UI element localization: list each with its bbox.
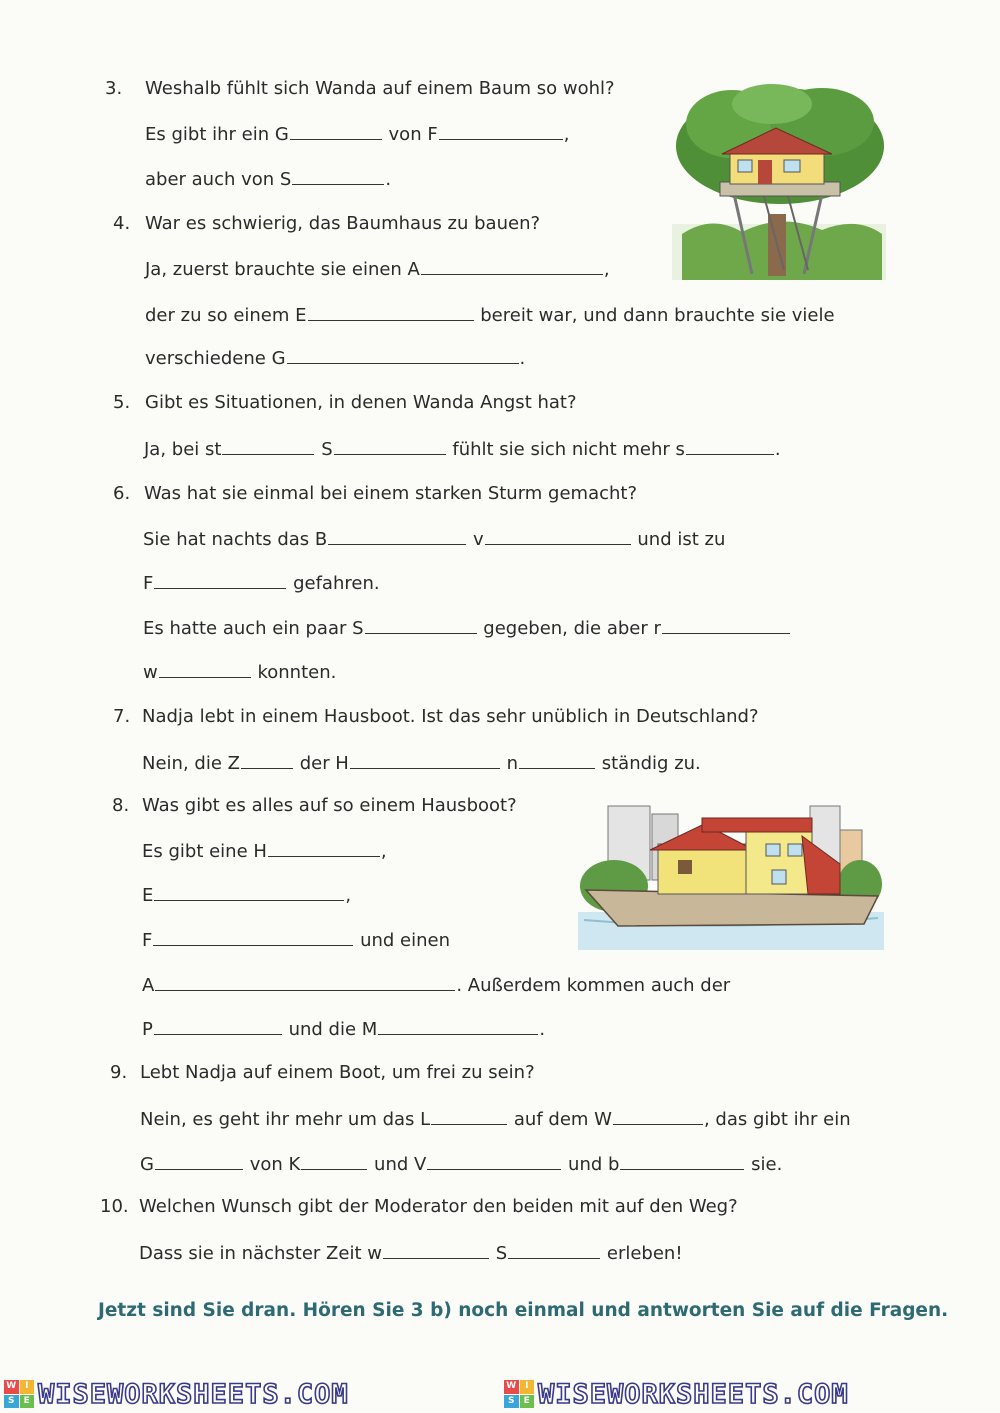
- blank-field[interactable]: [485, 526, 631, 545]
- answer-line: [142, 750, 701, 776]
- blank-field[interactable]: [519, 750, 595, 769]
- blank-field[interactable]: [241, 750, 293, 769]
- answer-text: ,: [563, 124, 570, 145]
- blank-field[interactable]: [155, 1151, 243, 1170]
- answer-text: Es gibt ihr ein G: [145, 124, 289, 145]
- blank-field[interactable]: [292, 166, 384, 185]
- answer-line: [139, 1240, 683, 1266]
- question-number: 8.: [112, 795, 130, 816]
- answer-line: [145, 345, 525, 371]
- blank-field[interactable]: [439, 121, 563, 140]
- answer-line: [142, 972, 730, 998]
- blank-field[interactable]: [308, 302, 474, 321]
- answer-line: [144, 436, 781, 462]
- logo-letter: E: [20, 1395, 35, 1409]
- answer-text: der H: [299, 753, 349, 774]
- answer-text: .: [385, 169, 392, 190]
- question-text: Welchen Wunsch gibt der Moderator den beiden mit auf den Weg?: [139, 1196, 738, 1217]
- answer-text: , das gibt ihr ein: [703, 1109, 851, 1130]
- treehouse-illustration: [672, 84, 886, 280]
- blank-field[interactable]: [153, 927, 353, 946]
- answer-text: Es hatte auch ein paar S: [143, 618, 364, 639]
- question-number: 5.: [113, 392, 131, 413]
- answer-text: bereit war, und dann brauchte sie viele: [480, 305, 835, 326]
- answer-line: [142, 882, 351, 908]
- brand-logo-icon: [4, 1380, 34, 1408]
- answer-text: w: [143, 662, 158, 683]
- answer-line: [142, 1016, 545, 1042]
- blank-field[interactable]: [350, 750, 500, 769]
- logo-letter: W: [4, 1380, 19, 1394]
- answer-text: F: [143, 573, 154, 594]
- brand-watermark: [4, 1378, 349, 1410]
- question-text: Was hat sie einmal bei einem starken Sturm gemacht?: [144, 483, 638, 504]
- answer-line: [142, 927, 450, 953]
- blank-field[interactable]: [383, 1240, 489, 1259]
- instruction-text: Jetzt sind Sie dran. Hören Sie 3 b) noch einmal und antworten Sie auf die Fragen.: [98, 1300, 949, 1321]
- answer-text: auf dem W: [513, 1109, 612, 1130]
- question-text: Was gibt es alles auf so einem Hausboot?: [142, 795, 517, 816]
- logo-letter: W: [504, 1380, 519, 1394]
- brand-watermark: [504, 1378, 849, 1410]
- blank-field[interactable]: [427, 1151, 561, 1170]
- answer-text: und die M: [288, 1019, 378, 1040]
- answer-text: der zu so einem E: [145, 305, 307, 326]
- answer-text: konnten.: [257, 662, 337, 683]
- brand-text: WISEWORKSHEETS.COM: [38, 1378, 349, 1410]
- question-number: 7.: [113, 706, 131, 727]
- answer-text: gefahren.: [293, 573, 380, 594]
- blank-field[interactable]: [268, 838, 380, 857]
- answer-text: Nein, es geht ihr mehr um das L: [140, 1109, 431, 1130]
- blank-field[interactable]: [662, 615, 790, 634]
- answer-line: [143, 615, 791, 641]
- blank-field[interactable]: [365, 615, 477, 634]
- answer-text: fühlt sie sich nicht mehr s: [452, 439, 685, 460]
- question-text: Gibt es Situationen, in denen Wanda Angst hat?: [145, 392, 577, 413]
- answer-text: und V: [374, 1154, 427, 1175]
- answer-text: Ja, zuerst brauchte sie einen A: [145, 259, 420, 280]
- answer-line: [145, 256, 610, 282]
- blank-field[interactable]: [421, 256, 603, 275]
- answer-text: von F: [388, 124, 438, 145]
- blank-field[interactable]: [154, 570, 286, 589]
- question-number: 9.: [110, 1062, 128, 1083]
- logo-letter: S: [504, 1395, 519, 1409]
- answer-text: und ist zu: [637, 529, 726, 550]
- answer-text: Dass sie in nächster Zeit w: [139, 1243, 382, 1264]
- answer-text: ,: [345, 885, 352, 906]
- brand-logo-icon: [504, 1380, 534, 1408]
- answer-text: Sie hat nachts das B: [143, 529, 328, 550]
- answer-text: Ja, bei st: [144, 439, 222, 460]
- question-text: Nadja lebt in einem Hausboot. Ist das sehr unüblich in Deutschland?: [142, 706, 759, 727]
- answer-text: . Außerdem kommen auch der: [456, 975, 731, 996]
- answer-line: [143, 526, 725, 552]
- answer-text: A: [142, 975, 155, 996]
- blank-field[interactable]: [290, 121, 382, 140]
- logo-letter: I: [520, 1380, 535, 1394]
- blank-field[interactable]: [328, 526, 466, 545]
- answer-text: S: [321, 439, 333, 460]
- answer-text: .: [774, 439, 781, 460]
- blank-field[interactable]: [508, 1240, 600, 1259]
- blank-field[interactable]: [613, 1106, 703, 1125]
- blank-field[interactable]: [222, 436, 314, 455]
- question-text: War es schwierig, das Baumhaus zu bauen?: [145, 213, 541, 234]
- houseboat-illustration: [578, 800, 884, 950]
- answer-text: verschiedene G: [145, 348, 286, 369]
- question-text: Lebt Nadja auf einem Boot, um frei zu sein?: [140, 1062, 535, 1083]
- answer-line: [145, 302, 835, 328]
- answer-text: von K: [249, 1154, 301, 1175]
- blank-field[interactable]: [686, 436, 774, 455]
- blank-field[interactable]: [155, 972, 455, 991]
- brand-text: WISEWORKSHEETS.COM: [538, 1378, 849, 1410]
- answer-line: [145, 166, 391, 192]
- answer-text: Nein, die Z: [142, 753, 240, 774]
- answer-line: [142, 838, 387, 864]
- blank-field[interactable]: [287, 345, 519, 364]
- blank-field[interactable]: [378, 1016, 538, 1035]
- answer-line: [140, 1106, 851, 1132]
- answer-text: v: [472, 529, 484, 550]
- blank-field[interactable]: [159, 659, 251, 678]
- question-number: 10.: [100, 1196, 129, 1217]
- blank-field[interactable]: [620, 1151, 744, 1170]
- answer-text: G: [140, 1154, 154, 1175]
- answer-text: n: [506, 753, 519, 774]
- blank-field[interactable]: [334, 436, 446, 455]
- answer-text: ,: [380, 841, 387, 862]
- answer-text: sie.: [751, 1154, 783, 1175]
- blank-field[interactable]: [154, 1016, 282, 1035]
- answer-text: aber auch von S: [145, 169, 292, 190]
- logo-letter: E: [520, 1395, 535, 1409]
- answer-line: [145, 121, 569, 147]
- answer-text: ständig zu.: [601, 753, 701, 774]
- answer-line: [143, 570, 380, 596]
- question-number: 3.: [105, 78, 123, 99]
- answer-text: Es gibt eine H: [142, 841, 267, 862]
- question-number: 4.: [113, 213, 131, 234]
- question-text: Weshalb fühlt sich Wanda auf einem Baum so wohl?: [145, 78, 615, 99]
- answer-text: und einen: [360, 930, 451, 951]
- blank-field[interactable]: [301, 1151, 367, 1170]
- answer-text: E: [142, 885, 154, 906]
- answer-text: erleben!: [606, 1243, 683, 1264]
- answer-text: gegeben, die aber r: [483, 618, 661, 639]
- answer-text: .: [539, 1019, 546, 1040]
- question-number: 6.: [113, 483, 131, 504]
- logo-letter: I: [20, 1380, 35, 1394]
- answer-line: [143, 659, 336, 685]
- logo-letter: S: [4, 1395, 19, 1409]
- answer-text: F: [142, 930, 153, 951]
- answer-text: S: [495, 1243, 508, 1264]
- answer-text: ,: [603, 259, 610, 280]
- answer-text: P: [142, 1019, 153, 1040]
- answer-text: .: [519, 348, 526, 369]
- answer-text: und b: [568, 1154, 620, 1175]
- answer-line: [140, 1151, 782, 1177]
- blank-field[interactable]: [154, 882, 344, 901]
- blank-field[interactable]: [431, 1106, 507, 1125]
